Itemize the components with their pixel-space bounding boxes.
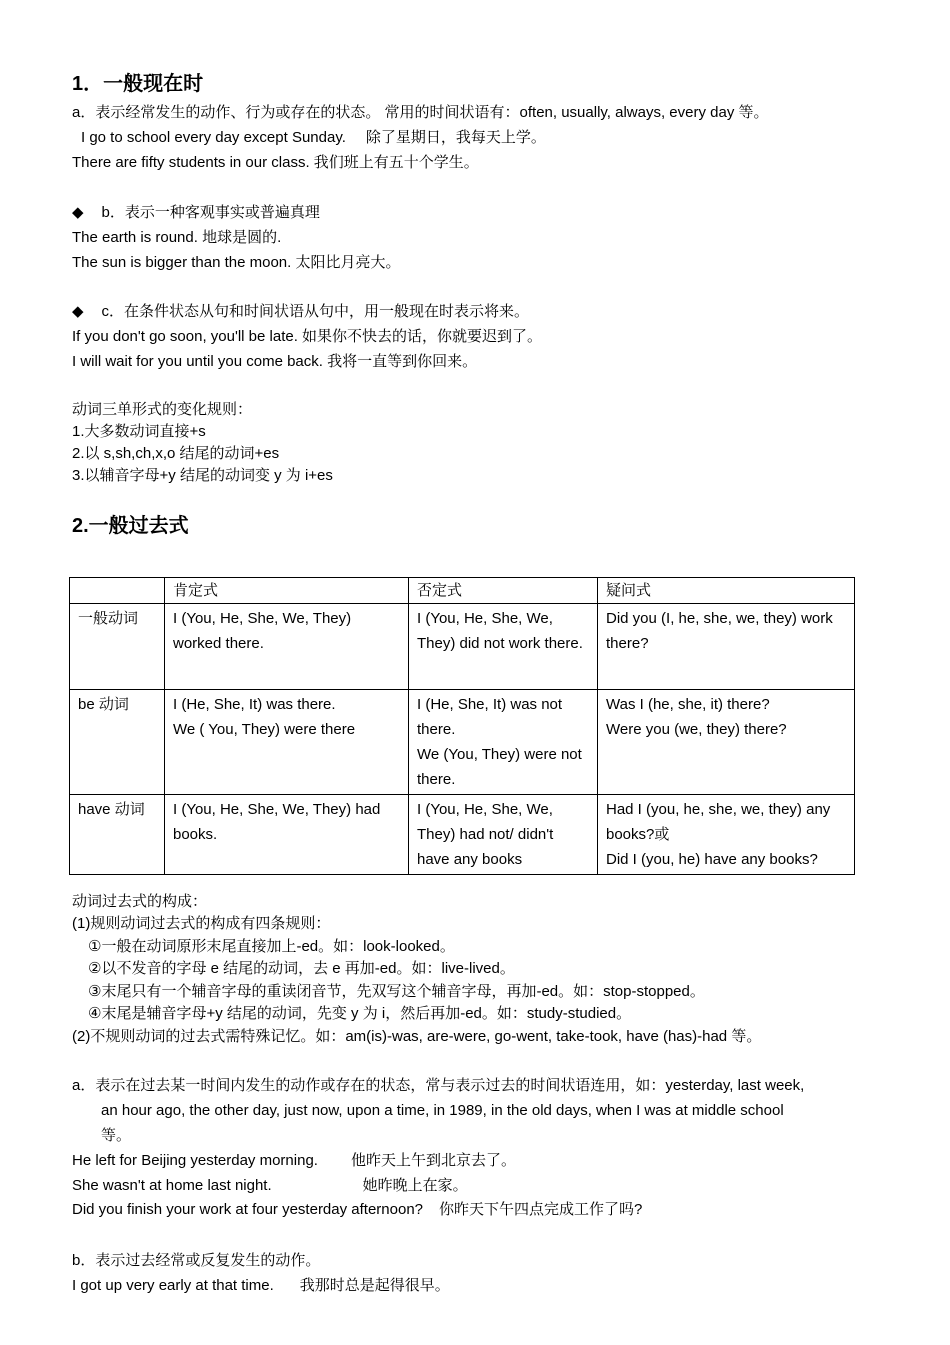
diamond-bullet-icon: ◆ [72, 204, 84, 221]
past-formation-2: (2)不规则动词的过去式需特殊记忆。如：am(is)-was, are-were, go-went, take-took, have (has)-had 等。 [72, 1028, 762, 1045]
question-cell: Had I (you, he, she, we, they) any books?或 Did I (you, he) have any books? [598, 795, 855, 875]
third-person-rule-2: 2.以 s,sh,ch,x,o 结尾的动词+es [72, 445, 280, 462]
table-row [70, 795, 855, 875]
section1-example-2: There are fifty students in our class. 我们班上有五十个学生。 [72, 154, 479, 171]
section1-example-3: The earth is round. 地球是圆的. [72, 229, 282, 246]
third-person-rule-3: 3.以辅音字母+y 结尾的动词变 y 为 i+es [72, 467, 333, 484]
affirmative-cell: I (You, He, She, We, They) worked there. [165, 604, 409, 690]
section2-example-1 [72, 1151, 516, 1171]
negative-cell: I (You, He, She, We, They) had not/ didn't have any books [409, 795, 598, 875]
third-person-rule-1: 1.大多数动词直接+s [72, 423, 206, 440]
example-english: I go to school every day except Sunday. [81, 129, 346, 146]
past-rule-3: ③末尾只有一个辅音字母的重读闭音节，先双写这个辅音字母，再加-ed。如：stop-stopped。 [88, 983, 705, 1000]
section2-example-3 [72, 1200, 642, 1220]
section1-example-6: I will wait for you until you come back. 我将一直等到你回来。 [72, 353, 478, 370]
affirmative-cell: I (You, He, She, We, They) had books. [165, 795, 409, 875]
example-english: I got up very early at that time. [72, 1277, 274, 1294]
section1-point-a: a．表示经常发生的动作、行为或存在的状态。 常用的时间状语有：often, usually, always, every day 等。 [72, 104, 769, 121]
example-english: She wasn't at home last night. [72, 1177, 272, 1194]
section1-point-b [72, 203, 320, 223]
negative-cell: I (He, She, It) was not there. We (You, They) were not there. [409, 690, 598, 795]
point-b-text: b．表示一种客观事实或普遍真理 [101, 204, 320, 221]
past-rule-2: ②以不发音的字母 e 结尾的动词，去 e 再加-ed。如：live-lived。 [88, 960, 515, 977]
table-header-cell: 疑问式 [598, 578, 855, 604]
table-row [70, 604, 855, 690]
third-person-rules-title: 动词三单形式的变化规则： [72, 401, 253, 418]
past-rule-1: ①一般在动词原形末尾直接加上-ed。如：look-looked。 [88, 938, 455, 955]
example-chinese: 你昨天下午四点完成工作了吗? [439, 1201, 643, 1218]
question-cell: Was I (he, she, it) there? Were you (we, they) there? [598, 690, 855, 795]
table-row [70, 690, 855, 795]
section2-point-a-line-3: 等。 [101, 1127, 132, 1144]
section1-example-5: If you don't go soon, you'll be late. 如果你不快去的话，你就要迟到了。 [72, 328, 543, 345]
point-c-text: c．在条件状态从句和时间状语从句中，用一般现在时表示将来。 [101, 303, 530, 320]
section2-point-a-line-1: a．表示在过去某一时间内发生的动作或存在的状态，常与表示过去的时间状语连用，如：yesterday, last week, [72, 1077, 805, 1094]
section2-example-2 [72, 1176, 468, 1196]
question-cell: Did you (I, he, she, we, they) work there? [598, 604, 855, 690]
past-formation-title: 动词过去式的构成： [72, 893, 208, 910]
section2-point-b: b．表示过去经常或反复发生的动作。 [72, 1252, 321, 1269]
section2-heading: 2.一般过去式 [72, 515, 189, 537]
section1-point-c [72, 302, 529, 322]
row-label: 一般动词 [70, 604, 165, 690]
diamond-bullet-icon: ◆ [72, 303, 84, 320]
section1-heading: 1．一般现在时 [72, 73, 204, 95]
example-chinese: 除了星期日，我每天上学。 [365, 129, 546, 146]
example-english: Did you finish your work at four yesterday afternoon? [72, 1201, 424, 1218]
section2-example-4 [72, 1276, 450, 1296]
section1-example-1 [81, 128, 546, 148]
example-chinese: 他昨天上午到北京去了。 [350, 1152, 516, 1169]
table-header-cell: 否定式 [409, 578, 598, 604]
affirmative-cell: I (He, She, It) was there. We ( You, They) were there [165, 690, 409, 795]
past-formation-1: (1)规则动词过去式的构成有四条规则： [72, 915, 331, 932]
example-chinese: 她昨晚上在家。 [362, 1177, 468, 1194]
negative-cell: I (You, He, She, We, They) did not work there. [409, 604, 598, 690]
row-label: have 动词 [70, 795, 165, 875]
section1-example-4: The sun is bigger than the moon. 太阳比月亮大。 [72, 254, 401, 271]
past-tense-table [69, 577, 855, 875]
example-chinese: 我那时总是起得很早。 [299, 1277, 450, 1294]
section2-point-a-line-2: an hour ago, the other day, just now, upon a time, in 1989, in the old days, when I was at middle school [101, 1102, 784, 1119]
past-rule-4: ④末尾是辅音字母+y 结尾的动词，先变 y 为 i，然后再加-ed。如：study-studied。 [88, 1005, 632, 1022]
table-header-cell [70, 578, 165, 604]
example-english: He left for Beijing yesterday morning. [72, 1152, 318, 1169]
row-label: be 动词 [70, 690, 165, 795]
table-header-cell: 肯定式 [165, 578, 409, 604]
table-header-row [70, 578, 855, 604]
